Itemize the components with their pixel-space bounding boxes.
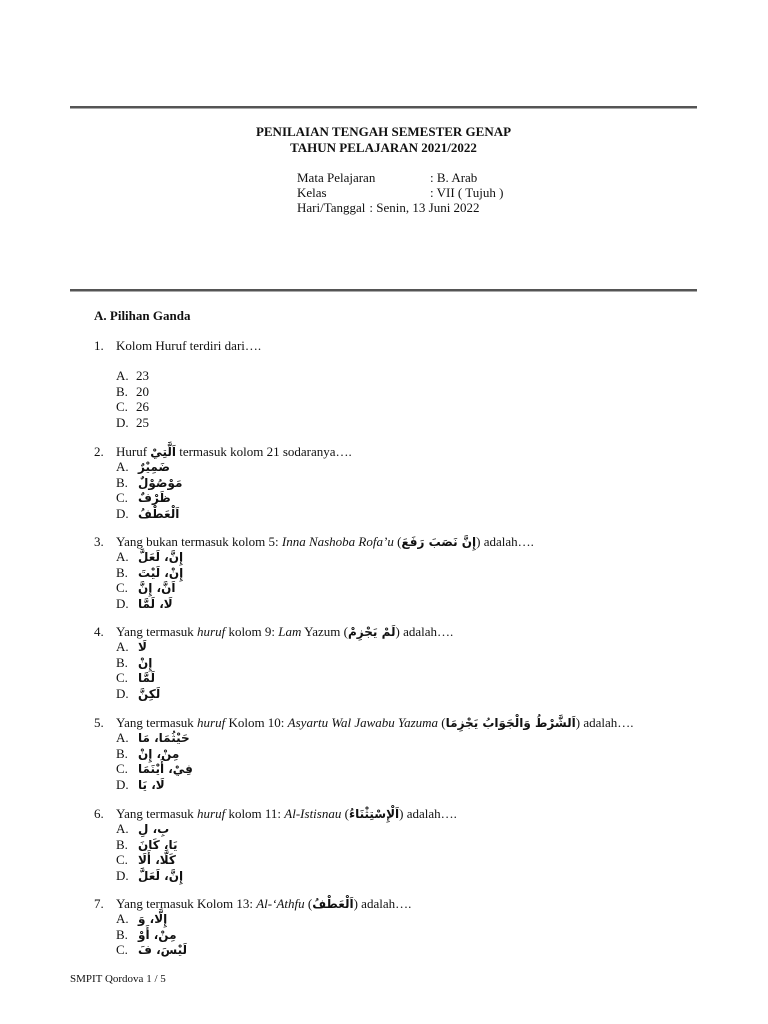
option bbox=[116, 655, 160, 671]
option-text: بِ، لِ bbox=[138, 822, 170, 836]
option bbox=[116, 927, 187, 943]
option bbox=[116, 475, 182, 491]
option-text: كَلَّا، أَلَا bbox=[138, 853, 176, 867]
info-row-class bbox=[297, 185, 503, 200]
question-number: 1. bbox=[94, 338, 104, 353]
option-text: لَا bbox=[138, 640, 147, 654]
question-4 bbox=[94, 624, 694, 640]
question-text: ) adalah…. bbox=[575, 715, 634, 730]
arabic-term: اَلْإِسْتِثْنَاءُ bbox=[348, 807, 400, 821]
info-value: : Senin, 13 Juni 2022 bbox=[369, 200, 480, 215]
question-3 bbox=[94, 534, 694, 550]
question-number: 6. bbox=[94, 806, 104, 821]
option bbox=[116, 761, 193, 777]
option-text: ضَمِيْرٌ bbox=[138, 460, 171, 474]
option bbox=[116, 459, 182, 475]
option bbox=[116, 384, 149, 400]
question-text: Huruf bbox=[116, 444, 151, 459]
option-text: لَمَّا bbox=[138, 671, 156, 685]
question-text: ) adalah…. bbox=[399, 806, 457, 821]
option-text: 25 bbox=[136, 414, 149, 430]
option bbox=[116, 730, 193, 746]
option-text: 23 bbox=[136, 368, 149, 383]
option-letter: C. bbox=[116, 942, 128, 957]
question-text: Yang termasuk bbox=[116, 624, 198, 639]
option-letter: A. bbox=[116, 639, 129, 654]
question-text: kolom 11: bbox=[225, 806, 285, 821]
option bbox=[116, 506, 182, 522]
option-text: مَوْصُوْلٌ bbox=[138, 475, 183, 490]
question-number: 2. bbox=[94, 444, 104, 459]
question-term: Al-‘Athfu bbox=[256, 896, 305, 911]
arabic-term: اَلْعَطْفُ bbox=[312, 897, 354, 911]
option-text: ظَرْفٌ bbox=[138, 491, 171, 505]
info-value: : VII ( Tujuh ) bbox=[430, 185, 504, 200]
arabic-term: اَلَّتِيْ bbox=[150, 445, 176, 459]
question-text: Kolom Huruf terdiri dari…. bbox=[116, 338, 262, 353]
option-text: إِنَّ، لَعَلَّ bbox=[138, 550, 184, 564]
option bbox=[116, 368, 149, 384]
info-value: : B. Arab bbox=[430, 170, 478, 185]
option-text: لَا، يَا bbox=[138, 777, 165, 792]
option-letter: A. bbox=[116, 368, 129, 383]
option-text: 26 bbox=[136, 399, 149, 414]
option bbox=[116, 580, 183, 596]
question-text: Yang termasuk bbox=[116, 715, 198, 730]
question-text: ( bbox=[341, 806, 349, 821]
exam-year: TAHUN PELAJARAN 2021/2022 bbox=[290, 140, 477, 155]
option-letter: B. bbox=[116, 836, 128, 852]
option bbox=[116, 852, 183, 868]
options-1 bbox=[116, 368, 149, 430]
option-text: إِنْ bbox=[138, 655, 153, 670]
info-row-subject bbox=[297, 170, 503, 185]
question-7 bbox=[94, 896, 694, 912]
question-number: 3. bbox=[94, 534, 104, 549]
option-text: مِنْ، أَوْ bbox=[138, 927, 177, 942]
question-term: Inna Nashoba Rofa’u bbox=[281, 534, 394, 549]
option-letter: D. bbox=[116, 595, 129, 611]
option bbox=[116, 565, 183, 581]
section-divider bbox=[70, 289, 697, 292]
question-number: 4. bbox=[94, 624, 104, 639]
question-text: kolom 9: bbox=[225, 624, 279, 639]
question-number: 7. bbox=[94, 896, 104, 911]
option bbox=[116, 777, 193, 793]
question-text: Yang termasuk Kolom 13: bbox=[116, 896, 257, 911]
option-letter: C. bbox=[116, 490, 128, 505]
question-1 bbox=[94, 338, 694, 354]
option-text: فِيْ، أَيْنَمَا bbox=[138, 762, 193, 776]
option-letter: D. bbox=[116, 867, 129, 883]
option bbox=[116, 911, 187, 927]
option-letter: A. bbox=[116, 549, 129, 564]
option bbox=[116, 490, 182, 506]
option-text: إِنْ، لَيْتَ bbox=[138, 565, 184, 580]
section-title: A. Pilihan Ganda bbox=[94, 308, 191, 323]
option-letter: C. bbox=[116, 670, 128, 685]
question-text: ) adalah…. bbox=[476, 534, 534, 549]
info-label: Mata Pelajaran bbox=[297, 170, 376, 185]
question-text: Yazum ( bbox=[301, 624, 348, 639]
options-5 bbox=[116, 730, 193, 792]
option bbox=[116, 837, 183, 853]
question-text: ( bbox=[393, 534, 402, 549]
option-letter: B. bbox=[116, 654, 128, 670]
option-letter: C. bbox=[116, 761, 128, 776]
options-4 bbox=[116, 639, 160, 701]
question-5 bbox=[94, 715, 694, 731]
arabic-term: اَلشَّرْطُ وَالْجَوَابُ يَجْزِمَا bbox=[445, 716, 576, 730]
question-term: Asyartu Wal Jawabu Yazuma bbox=[287, 715, 439, 730]
option-letter: B. bbox=[116, 926, 128, 942]
option bbox=[116, 746, 193, 762]
question-text: termasuk kolom 21 sodaranya…. bbox=[175, 444, 352, 459]
option-text: اَلْعَطْفُ bbox=[138, 506, 180, 521]
option-letter: C. bbox=[116, 852, 128, 867]
option bbox=[116, 868, 183, 884]
option-letter: B. bbox=[116, 745, 128, 761]
option bbox=[116, 821, 183, 837]
option-text: لَيْسَ، فَ bbox=[138, 943, 188, 957]
arabic-term: إِنَّ نَصَبَ رَفَعَ bbox=[401, 535, 477, 549]
option-text: إِلَّا، وَ bbox=[138, 912, 168, 926]
info-row-date bbox=[297, 200, 503, 215]
question-text: ( bbox=[438, 715, 446, 730]
question-text: ) adalah…. bbox=[395, 624, 454, 639]
option bbox=[116, 639, 160, 655]
option-letter: D. bbox=[116, 685, 129, 701]
question-text: ( bbox=[304, 896, 313, 911]
option-letter: C. bbox=[116, 399, 128, 414]
option bbox=[116, 686, 160, 702]
top-divider bbox=[70, 106, 697, 109]
option-text: حَيْثُمَا، مَا bbox=[138, 731, 190, 745]
options-3 bbox=[116, 549, 183, 611]
options-2 bbox=[116, 459, 182, 521]
question-6 bbox=[94, 806, 694, 822]
question-term: huruf bbox=[197, 624, 226, 639]
option-text: إِنَّ، لَعَلَّ bbox=[138, 868, 184, 883]
info-label: Kelas bbox=[297, 185, 327, 200]
option-text: اَنَّ، إِنَّ bbox=[138, 581, 176, 595]
question-term: Al-Istisnau bbox=[284, 806, 342, 821]
option bbox=[116, 415, 149, 431]
option-letter: B. bbox=[116, 564, 128, 580]
exam-info bbox=[297, 170, 503, 215]
option-text: 20 bbox=[136, 383, 149, 399]
question-term: huruf bbox=[197, 806, 226, 821]
option bbox=[116, 399, 149, 415]
exam-title: PENILAIAN TENGAH SEMESTER GENAP bbox=[255, 124, 512, 139]
page-footer: SMPIT Qordova 1 / 5 bbox=[70, 973, 166, 985]
option-text: يَا، كَانَ bbox=[138, 837, 178, 852]
question-number: 5. bbox=[94, 715, 104, 730]
option-letter: D. bbox=[116, 776, 129, 792]
arabic-term: لَمْ يَجْزِمْ bbox=[348, 625, 396, 639]
question-text: Kolom 10: bbox=[225, 715, 288, 730]
option-letter: B. bbox=[116, 383, 128, 399]
question-term: Lam bbox=[278, 624, 302, 639]
option-letter: C. bbox=[116, 580, 128, 595]
option-letter: A. bbox=[116, 730, 129, 745]
question-text: Yang termasuk bbox=[116, 806, 198, 821]
info-label: Hari/Tanggal bbox=[297, 200, 366, 215]
option bbox=[116, 670, 160, 686]
option-letter: D. bbox=[116, 505, 129, 521]
options-6 bbox=[116, 821, 183, 883]
question-term: huruf bbox=[197, 715, 226, 730]
option-text: لَا، لَمَّا bbox=[138, 596, 173, 611]
option-letter: A. bbox=[116, 911, 129, 926]
option-text: مِنْ، إِنْ bbox=[138, 746, 180, 761]
options-7 bbox=[116, 911, 187, 958]
option-letter: A. bbox=[116, 821, 129, 836]
question-text: Yang bukan termasuk kolom 5: bbox=[116, 534, 282, 549]
option-letter: A. bbox=[116, 459, 129, 474]
option-letter: D. bbox=[116, 414, 129, 430]
option-text: لَكِنَّ bbox=[138, 686, 161, 701]
option bbox=[116, 596, 183, 612]
option bbox=[116, 942, 187, 958]
option bbox=[116, 549, 183, 565]
question-2 bbox=[94, 444, 694, 460]
question-text: ) adalah…. bbox=[353, 896, 412, 911]
option-letter: B. bbox=[116, 474, 128, 490]
